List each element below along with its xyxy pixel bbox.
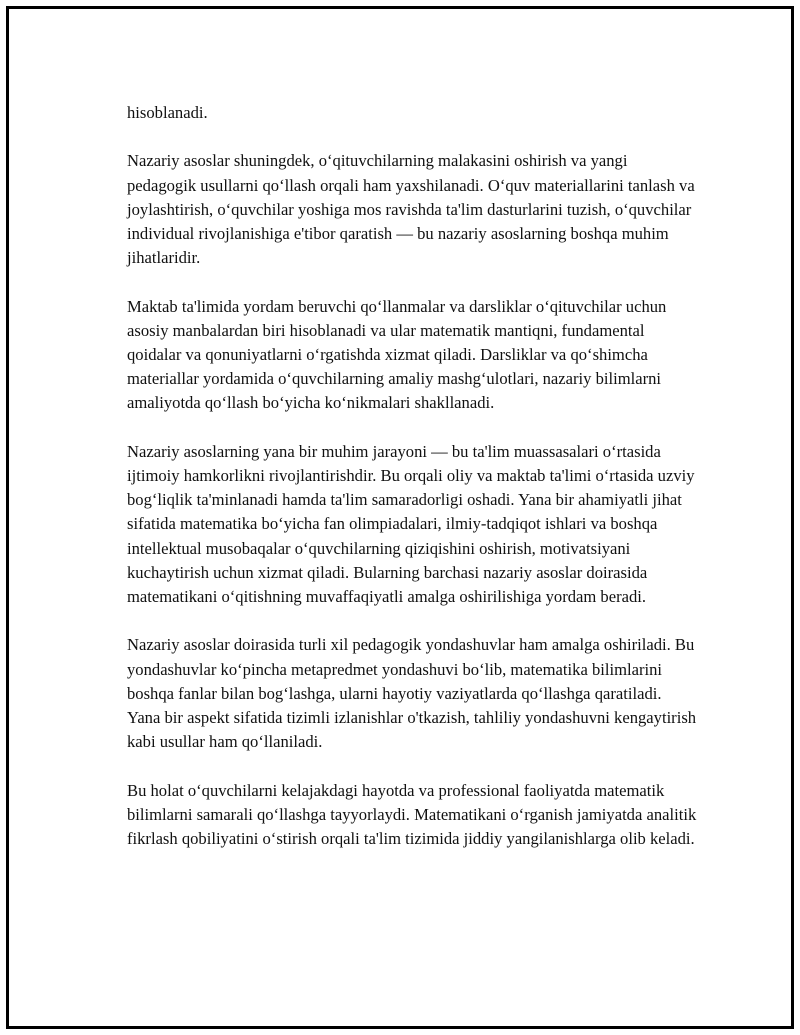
- paragraph-2: Nazariy asoslar shuningdek, o‘qituvchilarning malakasini oshirish va yangi pedagogik usullarni qo‘llash orqali ham yaxshilanadi. O‘quv materiallarini tanlash va joylashtirish, o‘quvchilar yoshiga mos ravishda ta'lim dasturlarini tuzish, o‘quvchilar individual rivojlanishiga e'tibor qaratish — bu nazariy asoslarning boshqa muhim jihatlaridir.: [127, 151, 695, 268]
- paragraph-5: Nazariy asoslar doirasida turli xil pedagogik yondashuvlar ham amalga oshiriladi. Bu yondashuvlar ko‘pincha metapredmet yondashuvi bo‘lib, matematika bilimlarini boshqa fanlar bilan bog‘lashga, ularni hayotiy vaziyatlarda qo‘llashga qaratiladi. Yana bir aspekt sifatida tizimli izlanishlar o'tkazish, tahliliy yondashuvni kengaytirish kabi usullar ham qo‘llaniladi.: [127, 635, 697, 752]
- paragraph-1: hisoblanadi.: [127, 103, 208, 122]
- document-body: [127, 101, 697, 875]
- paragraph-6: Bu holat o‘quvchilarni kelajakdagi hayotda va professional faoliyatda matematik bilimlarni samarali qo‘llashga tayyorlaydi. Matematikani o‘rganish jamiyatda analitik fikrlash qobiliyatini o‘stirish orqali ta'lim tizimida jiddiy yangilanishlarga olib keladi.: [127, 780, 697, 849]
- paragraph-3: Maktab ta'limida yordam beruvchi qo‘llanmalar va darsliklar o‘qituvchilar uchun asosiy manbalardan biri hisoblanadi va ular matematik mantiqni, fundamental qoidalar va qonuniyatlarni o‘rgatishda xizmat qiladi. Darsliklar va qo‘shimcha materiallar yordamida o‘quvchilarning amaliy mashg‘ulotlari, nazariy bilimlarni amaliyotda qo‘llash bo‘yicha ko‘nikmalari shakllanadi.: [127, 296, 667, 413]
- page-frame: [6, 6, 794, 1029]
- paragraph-4: Nazariy asoslarning yana bir muhim jarayoni — bu ta'lim muassasalari o‘rtasida ijtimoiy hamkorlikni rivojlantirishdir. Bu orqali oliy va maktab ta'limi o‘rtasida uzviy bog‘liqlik ta'minlanadi hamda ta'lim samaradorligi oshadi. Yana bir ahamiyatli jihat sifatida matematika bo‘yicha fan olimpiadalari, ilmiy-tadqiqot ishlari va boshqa intellektual musobaqalar o‘quvchilarning qiziqishini oshirish, motivatsiyani kuchaytirish uchun xizmat qiladi. Bularning barchasi nazariy asoslar doirasida matematikani o‘qitishning muvaffaqiyatli amalga oshirilishiga yordam beradi.: [127, 441, 695, 607]
